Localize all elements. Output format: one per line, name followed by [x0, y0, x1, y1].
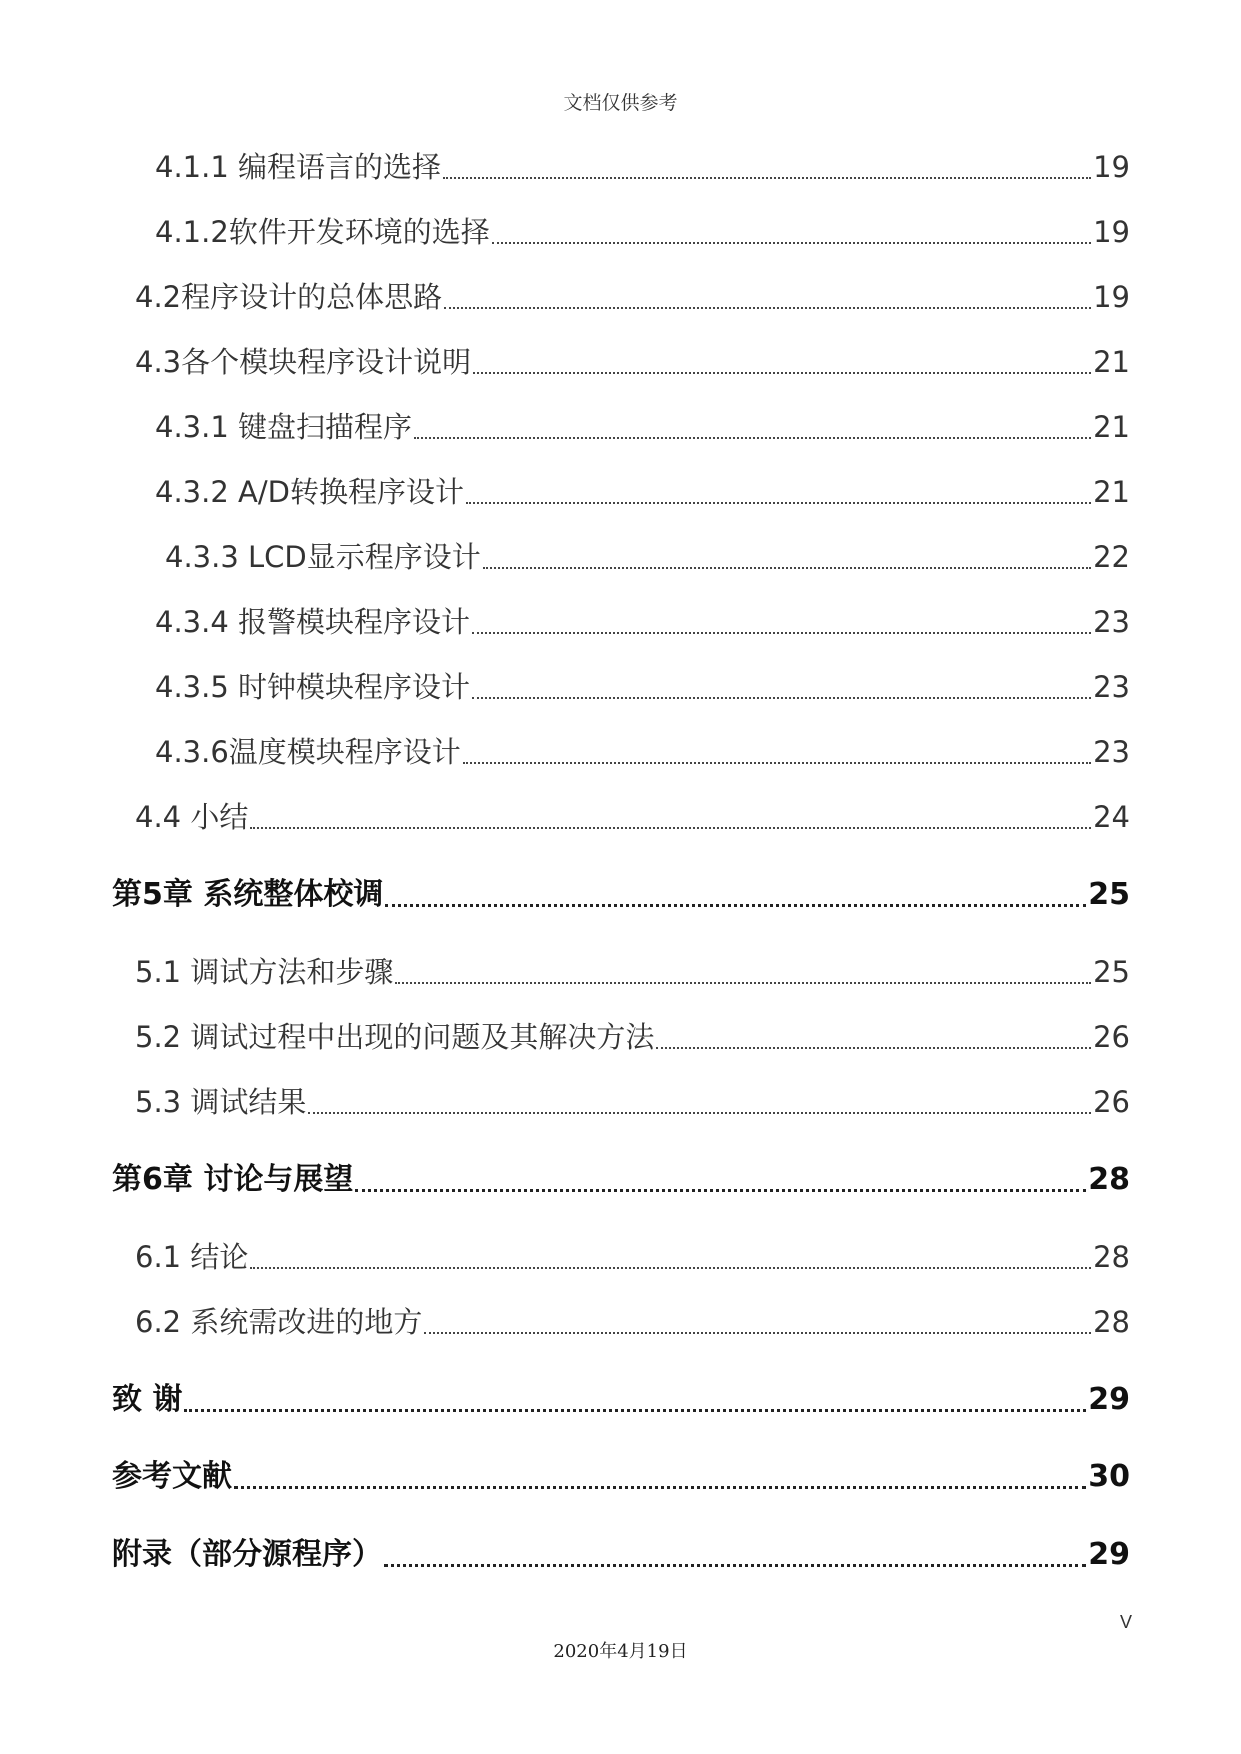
toc-entry-page: 25	[1088, 877, 1130, 912]
toc-entry-page: 25	[1093, 955, 1130, 989]
dot-leader	[395, 982, 1091, 984]
dot-leader	[466, 502, 1091, 504]
dot-leader	[385, 904, 1086, 907]
dot-leader	[250, 1267, 1091, 1269]
toc-entry-page: 21	[1093, 410, 1130, 444]
toc-entry-title: 4.3.5 时钟模块程序设计	[155, 670, 471, 704]
toc-chapter-entry[interactable]	[0, 1155, 1241, 1199]
dot-leader	[355, 1189, 1086, 1192]
dot-leader	[414, 437, 1091, 439]
toc-entry[interactable]	[0, 207, 1241, 251]
toc-entry[interactable]	[0, 662, 1241, 706]
dot-leader	[656, 1047, 1091, 1049]
toc-entry-title: 参考文献	[112, 1459, 232, 1494]
toc-entry-title: 4.3.1 键盘扫描程序	[155, 410, 413, 444]
dot-leader	[472, 697, 1091, 699]
toc-entry[interactable]	[0, 402, 1241, 446]
toc-chapter-entry[interactable]	[0, 1530, 1241, 1574]
dot-leader	[472, 632, 1091, 634]
toc-entry-title: 第6章 讨论与展望	[112, 1162, 354, 1197]
toc-entry-page: 29	[1088, 1382, 1130, 1417]
toc-entry-title: 4.3.4 报警模块程序设计	[155, 605, 471, 639]
toc-entry[interactable]	[0, 727, 1241, 771]
toc-entry[interactable]	[0, 467, 1241, 511]
toc-entry-title: 4.3.6温度模块程序设计	[155, 735, 461, 769]
toc-entry-page: 28	[1093, 1240, 1130, 1274]
toc-entry-title: 附录（部分源程序）	[112, 1537, 382, 1572]
toc-entry[interactable]	[0, 947, 1241, 991]
page-footer-date: 2020年4月19日	[553, 1641, 688, 1662]
dot-leader	[234, 1486, 1086, 1489]
toc-entry-title: 4.1.2软件开发环境的选择	[155, 215, 490, 249]
toc-entry-title: 6.1 结论	[135, 1240, 249, 1274]
toc-entry[interactable]	[0, 142, 1241, 186]
toc-chapter-entry[interactable]	[0, 1375, 1241, 1419]
toc-entry-page: 28	[1093, 1305, 1130, 1339]
dot-leader	[250, 827, 1091, 829]
toc-entry-title: 第5章 系统整体校调	[112, 877, 384, 912]
toc-entry-title: 5.3 调试结果	[135, 1085, 307, 1119]
toc-entry-page: 19	[1093, 150, 1130, 184]
dot-leader	[463, 762, 1091, 764]
dot-leader	[443, 177, 1091, 179]
dot-leader	[444, 307, 1091, 309]
toc-entry-page: 30	[1088, 1459, 1130, 1494]
toc-entry[interactable]	[0, 272, 1241, 316]
dot-leader	[424, 1332, 1091, 1334]
toc-entry-page: 24	[1093, 800, 1130, 834]
toc-entry-page: 21	[1093, 345, 1130, 379]
toc-entry-title: 4.3.3 LCD显示程序设计	[165, 540, 481, 574]
toc-entry[interactable]	[0, 792, 1241, 836]
toc-entry-title: 4.4 小结	[135, 800, 249, 834]
toc-entry-title: 4.3.2 A/D转换程序设计	[155, 475, 464, 509]
page-number: V	[1120, 1612, 1133, 1632]
toc-entry-page: 22	[1093, 540, 1130, 574]
toc-entry-page: 28	[1088, 1162, 1130, 1197]
dot-leader	[184, 1409, 1086, 1412]
dot-leader	[473, 372, 1091, 374]
toc-entry-title: 4.2程序设计的总体思路	[135, 280, 443, 314]
toc-entry[interactable]	[0, 1232, 1241, 1276]
toc-entry[interactable]	[0, 597, 1241, 641]
toc-chapter-entry[interactable]	[0, 870, 1241, 914]
dot-leader	[308, 1112, 1091, 1114]
toc-entry-page: 26	[1093, 1085, 1130, 1119]
toc-entry[interactable]	[0, 337, 1241, 381]
page-header: 文档仅供参考	[563, 92, 678, 114]
toc-entry[interactable]	[0, 532, 1241, 576]
toc-entry-title: 4.3各个模块程序设计说明	[135, 345, 472, 379]
toc-entry-page: 23	[1093, 735, 1130, 769]
dot-leader	[384, 1564, 1086, 1567]
toc-entry-page: 29	[1088, 1537, 1130, 1572]
toc-entry[interactable]	[0, 1297, 1241, 1341]
toc-entry-title: 5.2 调试过程中出现的问题及其解决方法	[135, 1020, 655, 1054]
toc-entry-page: 23	[1093, 670, 1130, 704]
toc-entry-page: 23	[1093, 605, 1130, 639]
toc-entry-page: 21	[1093, 475, 1130, 509]
toc-entry-page: 19	[1093, 215, 1130, 249]
toc-entry-page: 19	[1093, 280, 1130, 314]
dot-leader	[492, 242, 1091, 244]
dot-leader	[483, 567, 1091, 569]
toc-entry-page: 26	[1093, 1020, 1130, 1054]
toc-entry-title: 4.1.1 编程语言的选择	[155, 150, 442, 184]
toc-entry[interactable]	[0, 1077, 1241, 1121]
toc-entry-title: 6.2 系统需改进的地方	[135, 1305, 423, 1339]
toc-entry-title: 致 谢	[112, 1382, 183, 1417]
toc-entry-title: 5.1 调试方法和步骤	[135, 955, 394, 989]
toc-entry[interactable]	[0, 1012, 1241, 1056]
toc-chapter-entry[interactable]	[0, 1452, 1241, 1496]
